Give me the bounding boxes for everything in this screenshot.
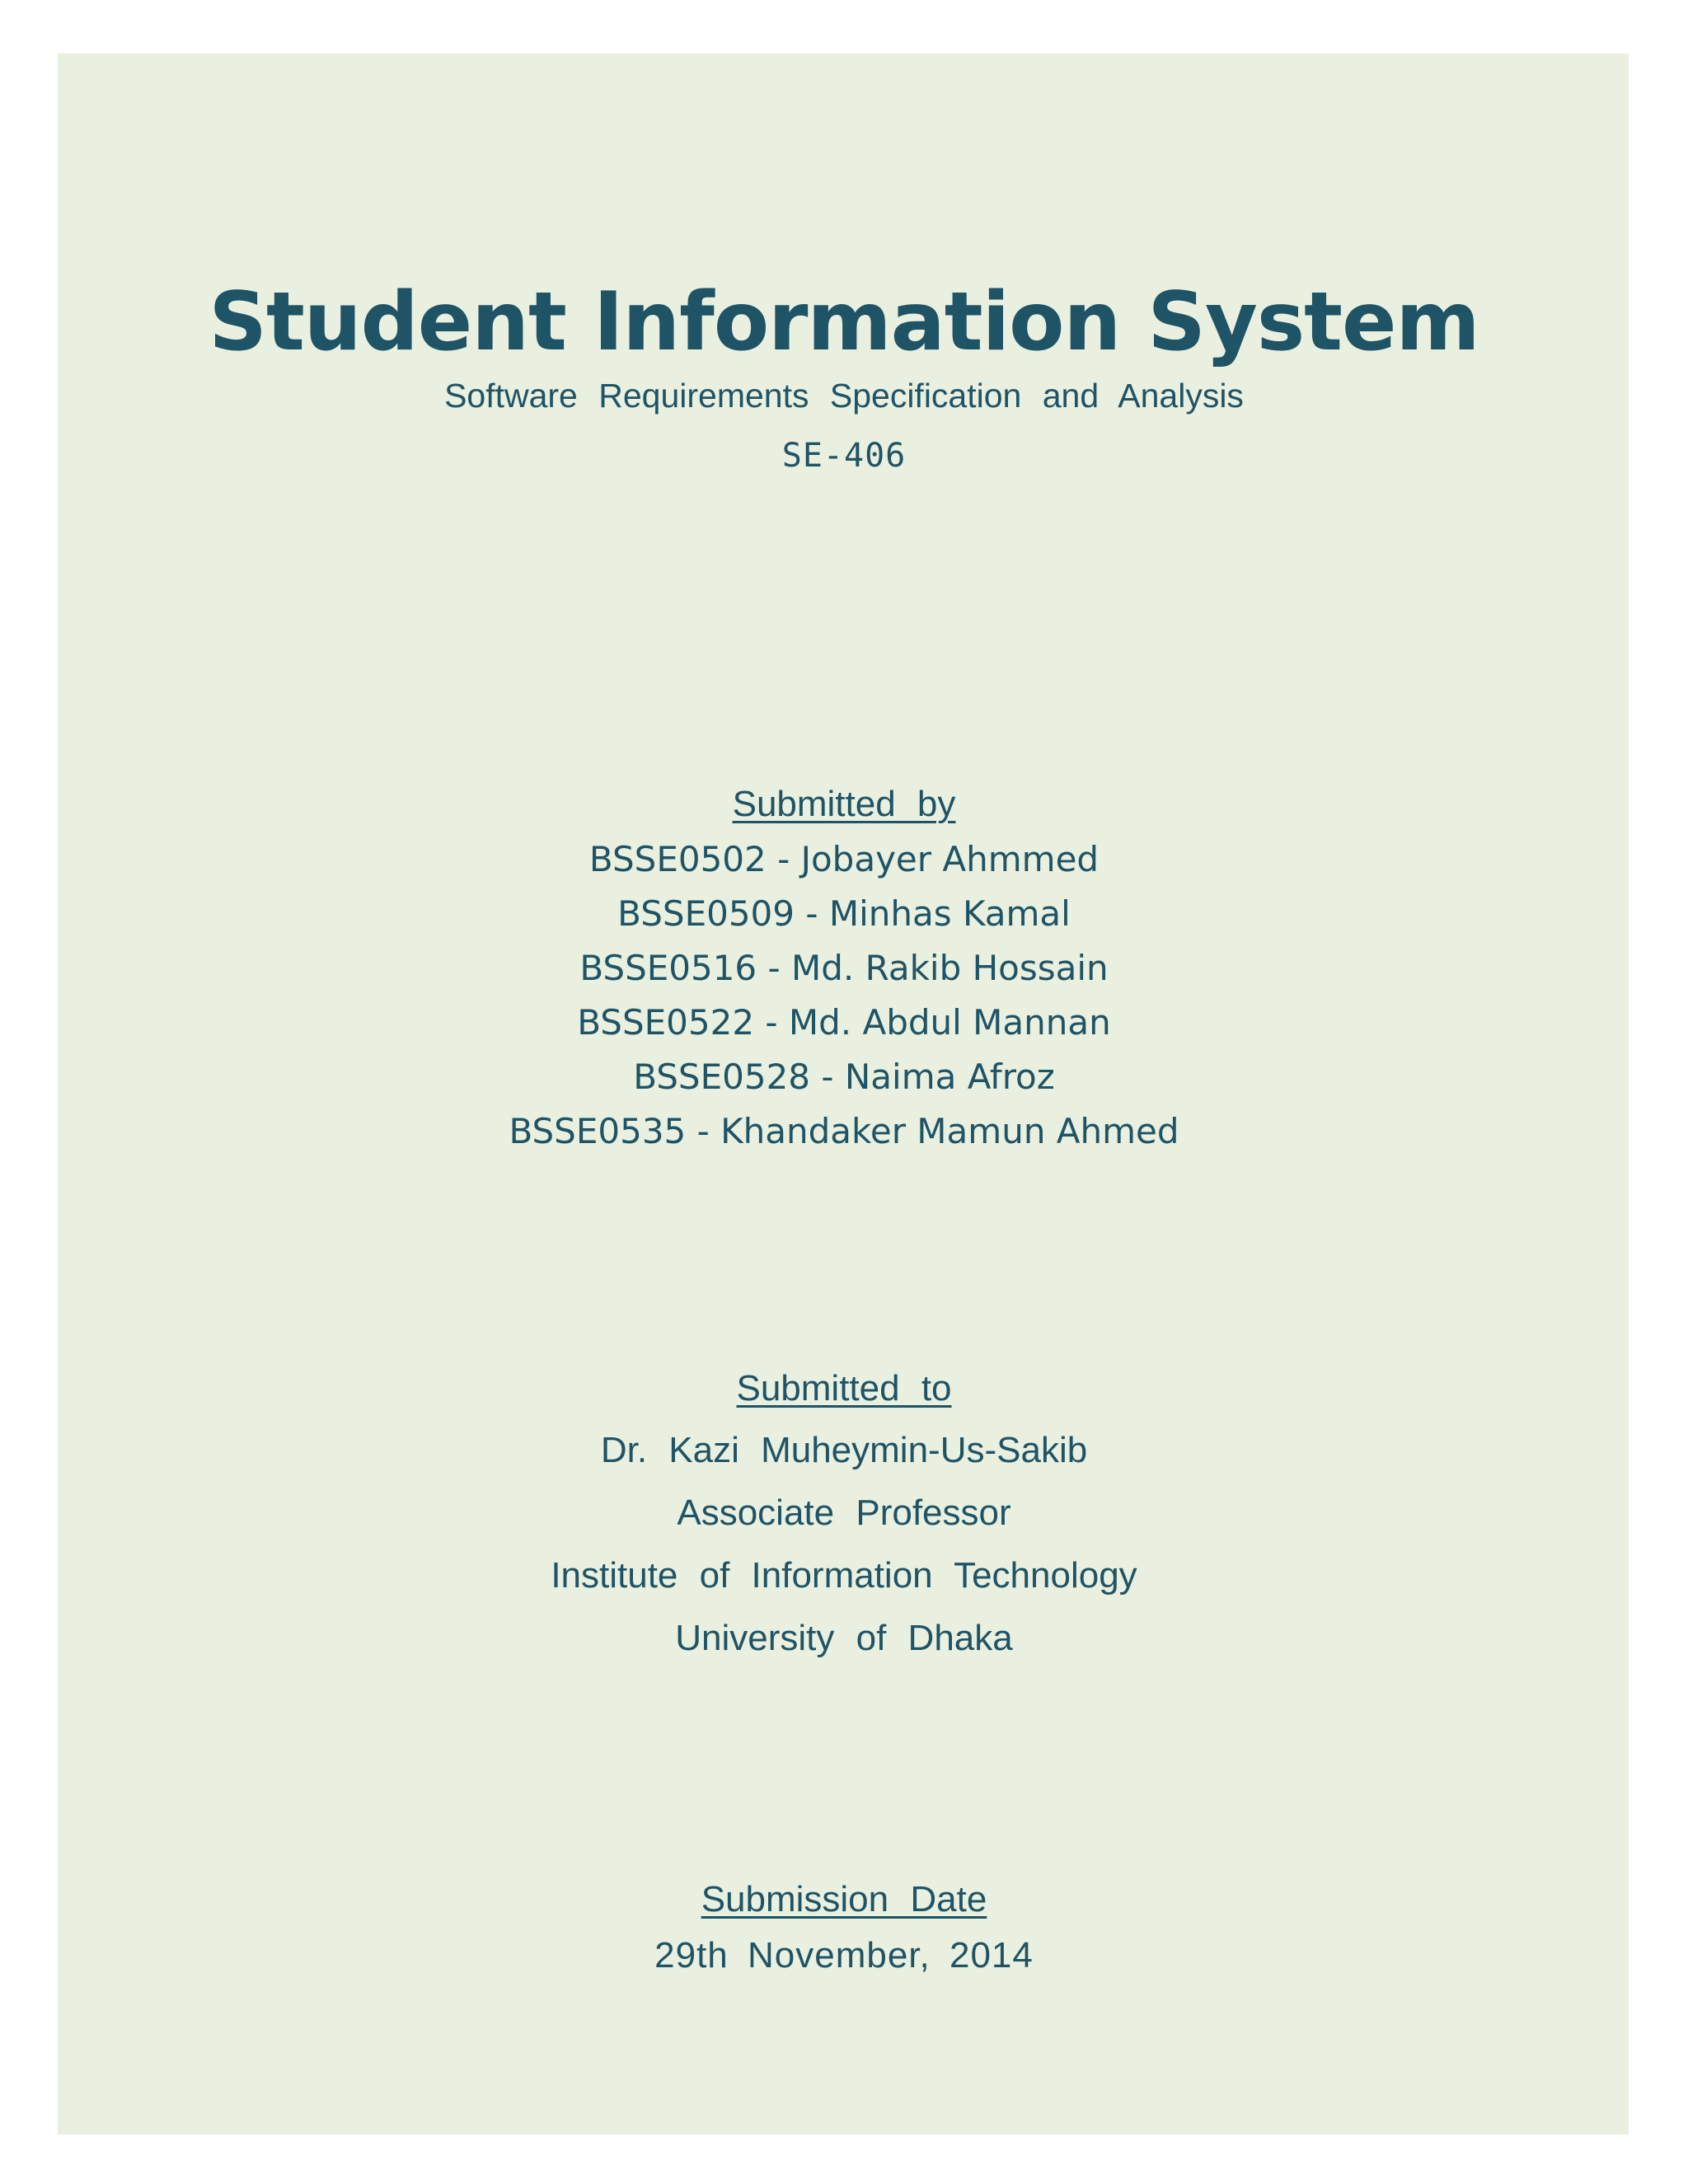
list-item: BSSE0522 - Md. Abdul Mannan <box>577 1002 1111 1043</box>
supervisor-university: University of Dhaka <box>675 1618 1013 1658</box>
document-title: Student Information System <box>209 275 1479 369</box>
submission-date-heading <box>0 1875 1688 1924</box>
submission-date: 29th November, 2014 <box>654 1935 1034 1975</box>
list-item: BSSE0528 - Naima Afroz <box>633 1057 1055 1097</box>
submitted-by-label: Submitted by <box>732 784 956 824</box>
supervisor-name: Dr. Kazi Muheymin-Us-Sakib <box>600 1430 1088 1470</box>
list-item: BSSE0535 - Khandaker Mamun Ahmed <box>509 1111 1179 1151</box>
member-list <box>0 832 1688 1159</box>
supervisor-institute: Institute of Information Technology <box>551 1555 1137 1596</box>
submission-date-label: Submission Date <box>701 1879 987 1919</box>
submitted-by-heading <box>0 780 1688 829</box>
supervisor-details <box>0 1419 1688 1670</box>
submitted-to-heading <box>0 1364 1688 1413</box>
submitted-to-label: Submitted to <box>736 1368 952 1408</box>
list-item: BSSE0502 - Jobayer Ahmmed <box>588 839 1100 879</box>
supervisor-designation: Associate Professor <box>677 1493 1011 1533</box>
course-code: SE-406 <box>781 437 907 475</box>
document-subtitle: Software Requirements Specification and Analysis <box>444 377 1244 415</box>
list-item: BSSE0509 - Minhas Kamal <box>617 893 1071 934</box>
list-item: BSSE0516 - Md. Rakib Hossain <box>579 948 1109 988</box>
